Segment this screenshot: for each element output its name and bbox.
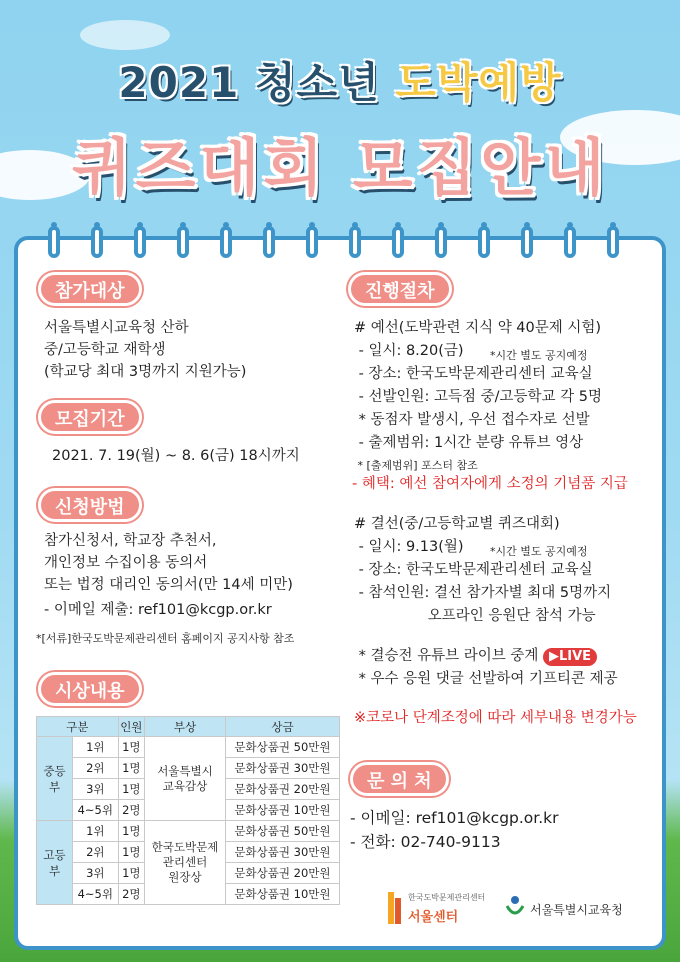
contact-phone: - 전화: 02-740-9113: [350, 833, 501, 851]
prelim-line: * 동점자 발생시, 우선 접수자로 선발: [354, 412, 590, 428]
rank-cell: 1위: [73, 821, 119, 842]
prelim-line: - 일시: 8.20(금): [354, 343, 464, 359]
prize-cell: 문화상품권 10만원: [225, 800, 339, 821]
binder-ring: [349, 226, 361, 258]
prelim-line: - 선발인원: 고득점 중/고등학교 각 5명: [354, 389, 602, 405]
contact-email: - 이메일: ref101@kcgp.or.kr: [350, 809, 559, 827]
col-header: 부상: [145, 717, 226, 737]
target-heading: 참가대상: [38, 272, 142, 306]
binder-ring: [306, 226, 318, 258]
live-line: * 결승전 유튜브 라이브 중계 ▶LIVE: [354, 646, 597, 667]
cloud-decoration: [80, 20, 170, 50]
binder-ring: [607, 226, 619, 258]
count-cell: 1명: [118, 821, 144, 842]
prize-cell: 문화상품권 20만원: [225, 863, 339, 884]
center-logo-icon: [386, 890, 404, 926]
prelim-line: - 출제범위: 1시간 분량 유튜브 영상: [354, 435, 584, 451]
prize-cell: 문화상품권 50만원: [225, 737, 339, 758]
title-line-1: 2021 청소년 도박예방: [118, 58, 562, 107]
apply-line: 개인정보 수집이용 동의서: [44, 555, 208, 571]
prize-cell: 문화상품권 50만원: [225, 821, 339, 842]
apply-heading: 신청방법: [38, 488, 142, 522]
final-line: 오프라인 응원단 참석 가능: [354, 608, 596, 624]
office-logo-text: 서울특별시교육청: [530, 903, 623, 917]
middle-school-cell: 중등부: [37, 737, 73, 821]
prelim-benefit: - 혜택: 예선 참여자에게 소정의 기념품 지급: [352, 476, 628, 492]
count-cell: 1명: [118, 863, 144, 884]
binder-ring: [220, 226, 232, 258]
apply-email: - 이메일 제출: ref101@kcgp.or.kr: [44, 602, 272, 618]
rank-cell: 1위: [73, 737, 119, 758]
prize-cell: 문화상품권 10만원: [225, 884, 339, 905]
count-cell: 2명: [118, 800, 144, 821]
rank-cell: 3위: [73, 779, 119, 800]
rank-cell: 2위: [73, 758, 119, 779]
prize-cell: 문화상품권 30만원: [225, 842, 339, 863]
binder-ring: [564, 226, 576, 258]
table-row: [37, 737, 340, 758]
final-line: - 일시: 9.13(월): [354, 539, 464, 555]
final-time-note: *시간 별도 공지예정: [490, 545, 588, 558]
contact-heading: 문 의 처: [350, 762, 449, 796]
count-cell: 1명: [118, 758, 144, 779]
count-cell: 1명: [118, 737, 144, 758]
final-line: - 참석인원: 결선 참가자별 최대 5명까지: [354, 585, 612, 601]
rank-cell: 2위: [73, 842, 119, 863]
covid-note: ※코로나 단계조정에 따라 세부내용 변경가능: [354, 710, 637, 726]
col-header: 구분: [37, 717, 119, 737]
prize-cell: 문화상품권 20만원: [225, 779, 339, 800]
title-line-2: 퀴즈대회 모집안내: [71, 131, 609, 204]
count-cell: 1명: [118, 842, 144, 863]
apply-line: 또는 법정 대리인 동의서(만 14세 미만): [44, 577, 293, 593]
target-line: (학교당 최대 3명까지 지원가능): [44, 364, 247, 380]
binder-ring: [48, 226, 60, 258]
rank-cell: 3위: [73, 863, 119, 884]
gift-line: * 우수 응원 댓글 선발하여 기프티콘 제공: [354, 671, 618, 687]
period-heading: 모집기간: [38, 400, 142, 434]
binder-ring: [177, 226, 189, 258]
prelim-time-note: *시간 별도 공지예정: [490, 349, 588, 362]
prelim-line: - 장소: 한국도박문제관리센터 교육실: [354, 366, 593, 382]
center-logo-text: 서울센터: [408, 910, 459, 925]
center-logo: [386, 888, 506, 928]
binder-ring: [263, 226, 275, 258]
giver-cell: 한국도박문제 관리센터 원장상: [145, 821, 226, 905]
prelim-line: # 예선(도박관련 지식 약 40문제 시험): [354, 320, 602, 336]
final-line: - 장소: 한국도박문제관리센터 교육실: [354, 562, 593, 578]
binder-ring: [91, 226, 103, 258]
center-logo-small: 한국도박문제관리센터: [408, 893, 486, 902]
awards-table: [36, 716, 340, 905]
rank-cell: 4~5위: [73, 884, 119, 905]
binder-ring: [521, 226, 533, 258]
rank-cell: 4~5위: [73, 800, 119, 821]
target-line: 중/고등학교 재학생: [44, 342, 166, 358]
high-school-cell: 고등부: [37, 821, 73, 905]
live-badge: ▶LIVE: [543, 648, 597, 666]
awards-heading: 시상내용: [38, 672, 142, 706]
giver-cell: 서울특별시 교육감상: [145, 737, 226, 821]
binder-ring: [478, 226, 490, 258]
prelim-scope-note: * [출제범위] 포스터 참조: [354, 459, 478, 472]
col-header: 상금: [225, 717, 339, 737]
apply-note: *[서류]한국도박문제관리센터 홈페이지 공지사항 참조: [36, 632, 295, 645]
apply-line: 참가신청서, 학교장 추천서,: [44, 533, 217, 549]
final-line: # 결선(중/고등학교별 퀴즈대회): [354, 516, 560, 532]
period-text: 2021. 7. 19(월) ~ 8. 6(금) 18시까지: [52, 448, 300, 464]
binder-ring: [134, 226, 146, 258]
count-cell: 1명: [118, 779, 144, 800]
table-row: [37, 821, 340, 842]
binder-ring: [435, 226, 447, 258]
col-header: 인원: [118, 717, 144, 737]
office-logo-icon: [504, 894, 526, 920]
office-logo: [504, 894, 644, 924]
target-line: 서울특별시교육청 산하: [44, 320, 189, 336]
binder-ring: [392, 226, 404, 258]
count-cell: 2명: [118, 884, 144, 905]
prize-cell: 문화상품권 30만원: [225, 758, 339, 779]
process-heading: 진행절차: [348, 272, 452, 306]
